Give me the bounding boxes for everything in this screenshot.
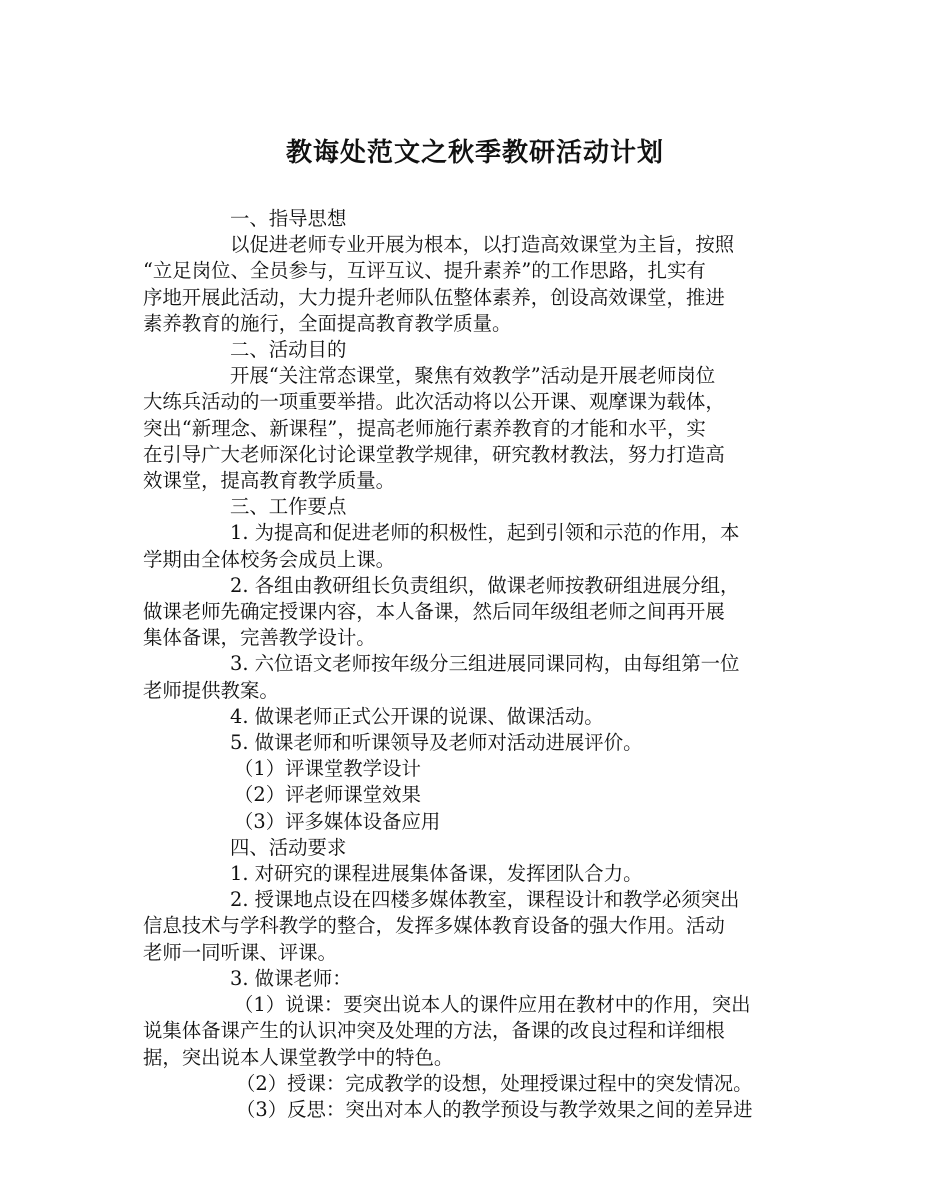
sub-list-item: （2）授课：完成教学的设想，处理授课过程中的突发情况。 — [236, 1071, 753, 1095]
paragraph-line: 序地开展此活动，大力提升老师队伍整体素养，创设高效课堂，推进 — [143, 285, 725, 309]
sub-list-item: 说集体备课产生的认识冲突及处理的方法，备课的改良过程和详细根 — [143, 1019, 725, 1043]
sub-list-item: （1）评课堂教学设计 — [234, 757, 421, 781]
sub-list-item: （1）说课：要突出说本人的课件应用在教材中的作用，突出 — [234, 993, 751, 1017]
section-heading-work-points: 三、工作要点 — [230, 495, 347, 519]
paragraph-line: 以促进老师专业开展为根本，以打造高效课堂为主旨，按照 — [230, 233, 735, 257]
list-item-line: 学期由全体校务会成员上课。 — [143, 547, 396, 571]
sub-list-item: （3）反思：突出对本人的教学预设与教学效果之间的差异进 — [236, 1097, 753, 1121]
paragraph-line: 开展“关注常态课堂，聚焦有效教学”活动是开展老师岗位 — [230, 364, 716, 388]
paragraph-line: 突出“新理念、新课程”，提高老师施行素养教育的才能和水平，实 — [143, 416, 706, 440]
list-item-line: 3. 六位语文老师按年级分三组进展同课同构，由每组第一位 — [230, 652, 740, 676]
list-item-line: 2. 授课地点设在四楼多媒体教室，课程设计和教学必须突出 — [230, 888, 740, 912]
sub-list-item: （2）评老师课堂效果 — [234, 783, 421, 807]
paragraph-line: 在引导广大老师深化讨论课堂教学规律，研究教材教法，努力打造高 — [143, 442, 725, 466]
list-item-line: 4. 做课老师正式公开课的说课、做课活动。 — [230, 704, 604, 728]
list-item-line: 老师提供教案。 — [143, 678, 279, 702]
paragraph-line: 效课堂，提高教育教学质量。 — [143, 469, 396, 493]
section-heading-activity-purpose: 二、活动目的 — [230, 338, 347, 362]
sub-list-item: 据，突出说本人课堂教学中的特色。 — [143, 1045, 454, 1069]
list-item-line: 1. 对研究的课程进展集体备课，发挥团队合力。 — [230, 862, 643, 886]
document-title: 教诲处范文之秋季教研活动计划 — [285, 138, 664, 168]
document-body — [143, 206, 810, 1123]
list-item-line: 做课老师先确定授课内容，本人备课，然后同年级组老师之间再开展 — [143, 600, 725, 624]
list-item-line: 2. 各组由教研组长负责组织，做课老师按教研组进展分组， — [230, 573, 740, 597]
section-heading-activity-requirements: 四、活动要求 — [230, 835, 347, 859]
list-item-line: 信息技术与学科教学的整合，发挥多媒体教育设备的强大作用。活动 — [143, 914, 725, 938]
list-item-line: 1. 为提高和促进老师的积极性，起到引领和示范的作用，本 — [230, 521, 740, 545]
list-item-line: 3. 做课老师： — [230, 966, 352, 990]
paragraph-line: “立足岗位、全员参与，互评互议、提升素养”的工作思路，扎实有 — [143, 259, 706, 283]
paragraph-line: 大练兵活动的一项重要举措。此次活动将以公开课、观摩课为载体， — [143, 390, 725, 414]
list-item-line: 老师一同听课、评课。 — [143, 940, 337, 964]
list-item-line: 集体备课，完善教学设计。 — [143, 626, 376, 650]
sub-list-item: （3）评多媒体设备应用 — [234, 809, 441, 833]
section-heading-guiding-ideology: 一、指导思想 — [230, 207, 347, 230]
list-item-line: 5. 做课老师和听课领导及老师对活动进展评价。 — [230, 731, 643, 755]
paragraph-line: 素养教育的施行，全面提高教育教学质量。 — [143, 311, 512, 335]
